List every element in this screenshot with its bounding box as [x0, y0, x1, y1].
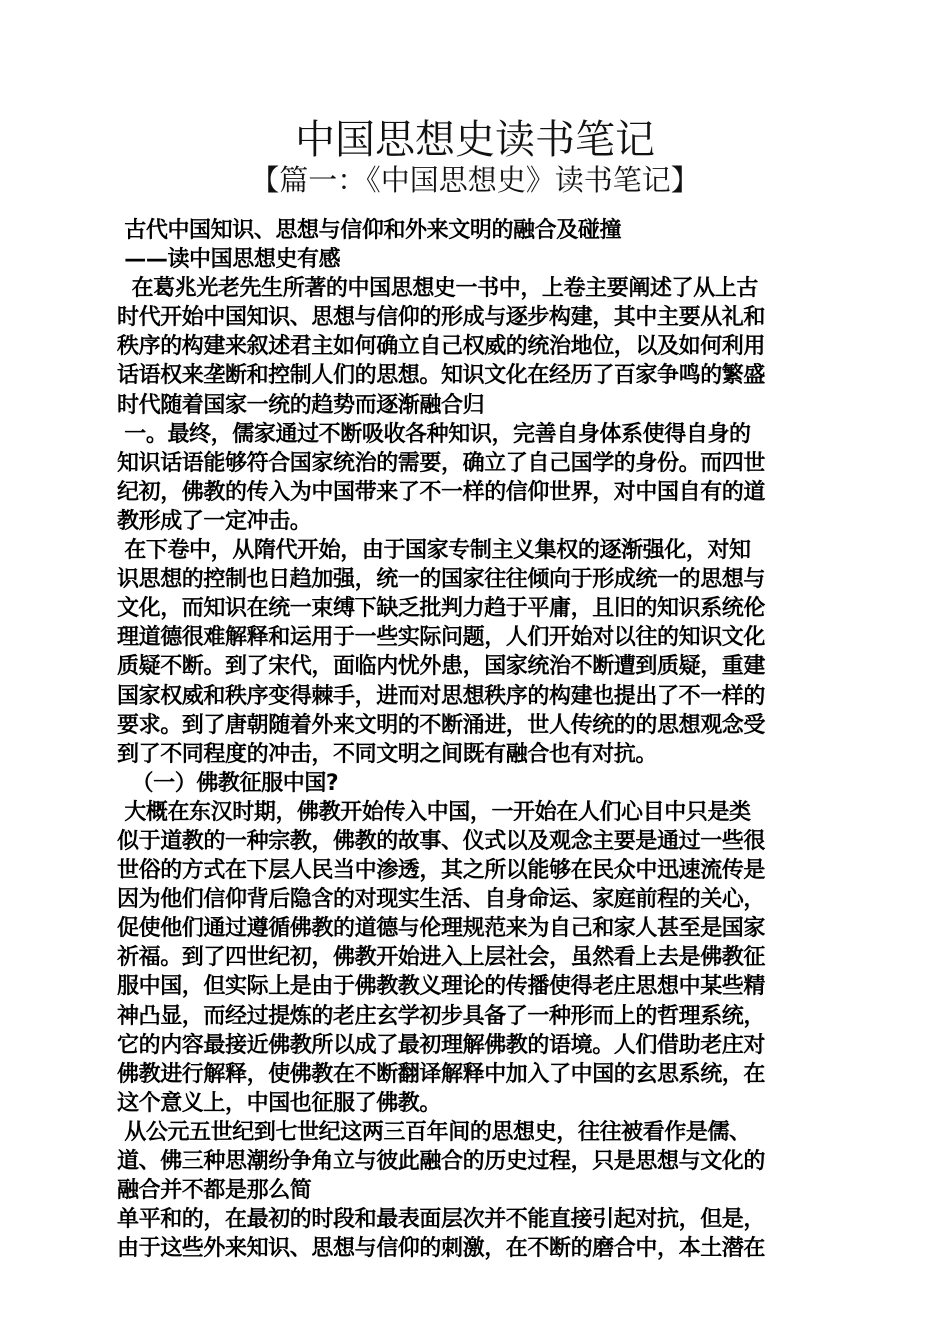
- text-line: 国家权威和秩序变得棘手，进而对思想秩序的构建也提出了不一样的: [117, 683, 766, 709]
- text-line: 古代中国知识、思想与信仰和外来文明的融合及碰撞: [117, 218, 622, 243]
- text-line: 话语权来垄断和控制人们的思想。知识文化在经历了百家争鸣的繁盛: [117, 363, 766, 389]
- text-line: 促使他们通过遵循佛教的道德与伦理规范来为自己和家人甚至是国家: [117, 916, 766, 942]
- text-line: 佛教进行解释，使佛教在不断翻译解释中加入了中国的玄思系统，在: [117, 1061, 766, 1087]
- text-line: 要求。到了唐朝随着外来文明的不断涌进，世人传统的的思想观念受: [117, 712, 766, 738]
- text-line: 质疑不断。到了宋代，面临内忧外患，国家统治不断遭到质疑，重建: [117, 654, 766, 680]
- text-line: 到了不同程度的冲击，不同文明之间既有融合也有对抗。: [117, 741, 658, 767]
- text-line: 秩序的构建来叙述君主如何确立自己权威的统治地位，以及如何利用: [117, 334, 766, 360]
- text-line: 由于这些外来知识、思想与信仰的刺激，在不断的磨合中，本土潜在: [117, 1236, 766, 1262]
- text-line: 知识话语能够符合国家统治的需要，确立了自己国学的身份。而四世: [117, 450, 766, 476]
- text-line: 祈福。到了四世纪初，佛教开始进入上层社会，虽然看上去是佛教征: [117, 945, 766, 971]
- text-line: ——读中国思想史有感: [117, 247, 341, 273]
- text-line: 一。最终，儒家通过不断吸收各种知识，完善自身体系使得自身的: [117, 421, 751, 447]
- text-line: 文化，而知识在统一束缚下缺乏批判力趋于平庸，且旧的知识系统伦: [117, 596, 766, 622]
- text-line: （一）佛教征服中国?: [117, 770, 339, 796]
- text-line: 融合并不都是那么简: [117, 1178, 312, 1204]
- text-line: 服中国，但实际上是由于佛教教义理论的传播使得老庄思想中某些精: [117, 974, 766, 1000]
- text-line: 单平和的，在最初的时段和最表面层次并不能直接引起对抗，但是，: [117, 1207, 766, 1233]
- text-line: 从公元五世纪到七世纪这两三百年间的思想史，往往被看作是儒、: [117, 1119, 751, 1145]
- text-line: 教形成了一定冲击。: [117, 508, 312, 534]
- text-line: 这个意义上，中国也征服了佛教。: [117, 1090, 442, 1116]
- page-title: 中国思想史读书笔记: [295, 117, 655, 163]
- text-line: 在葛兆光老先生所著的中国思想史一书中，上卷主要阐述了从上古: [117, 276, 758, 302]
- text-line: 在下卷中，从隋代开始，由于国家专制主义集权的逐渐强化，对知: [117, 538, 751, 564]
- text-line: 纪初，佛教的传入为中国带来了不一样的信仰世界，对中国自有的道: [117, 479, 766, 505]
- document-body: [117, 216, 835, 1263]
- text-line: 神凸显，而经过提炼的老庄玄学初步具备了一种形而上的哲理系统，: [117, 1003, 766, 1029]
- text-line: 时代开始中国知识、思想与信仰的形成与逐步构建，其中主要从礼和: [117, 305, 766, 331]
- text-line: 世俗的方式在下层人民当中渗透，其之所以能够在民众中迅速流传是: [117, 858, 766, 884]
- text-line: 识思想的控制也日趋加强，统一的国家往往倾向于形成统一的思想与: [117, 567, 766, 593]
- text-line: 大概在东汉时期，佛教开始传入中国，一开始在人们心目中只是类: [117, 799, 751, 825]
- text-line: 似于道教的一种宗教，佛教的故事、仪式以及观念主要是通过一些很: [117, 828, 766, 854]
- text-line: 道、佛三种思潮纷争角立与彼此融合的历史过程，只是思想与文化的: [117, 1149, 766, 1174]
- text-line: 因为他们信仰背后隐含的对现实生活、自身命运、家庭前程的关心，: [117, 887, 766, 913]
- text-line: 时代随着国家一统的趋势而逐渐融合归: [117, 392, 485, 418]
- page-subtitle: 【篇一：《中国思想史》读书笔记】: [250, 163, 700, 197]
- text-line: 理道德很难解释和运用于一些实际问题，人们开始对以往的知识文化: [117, 625, 766, 651]
- text-line: 它的内容最接近佛教所以成了最初理解佛教的语境。人们借助老庄对: [117, 1032, 766, 1058]
